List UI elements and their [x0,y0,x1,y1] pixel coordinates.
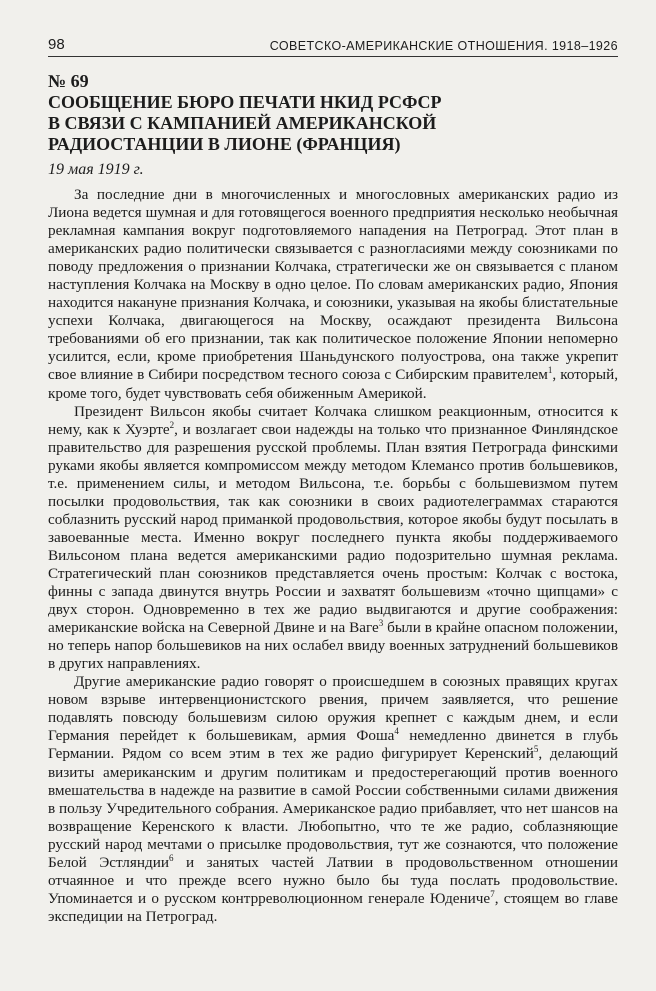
footnote-marker: 5 [533,744,539,755]
body-paragraph [48,673,618,926]
footnote-marker: 3 [378,618,384,629]
document-title [48,92,618,155]
title-line: РАДИОСТАНЦИИ В ЛИОНЕ (ФРАНЦИЯ) [48,134,401,154]
body-paragraph [48,403,618,674]
title-line: СООБЩЕНИЕ БЮРО ПЕЧАТИ НКИД РСФСР [48,92,442,112]
body-paragraph [48,186,618,403]
paragraph-text: Другие американские радио говорят о происшедшем в союзных правящих кругах новом взрыве интервенционистского рвения, причем заявляется, что решение подавлять повсюду большевизм силою оружия крепнет с каждым днем, и если Германия перейдет к большевикам, армия Фоша [48,673,618,745]
document-content [48,70,618,926]
page-number: 98 [48,36,65,53]
footnote-marker: 7 [490,888,495,899]
paragraph-text: , и возлагает свои надежды на только что признанное Финляндское правительство для разрешения русской проблемы. План взятия Петрограда финскими руками якобы является компромиссом между методом Клемансо против большевиков, т.е. применением силы, и методом Вильсона, т.е. борьбы с большевизмом путем посылки продовольствия, так как союзники в своих радиотелеграммах стараются соблазнить русский народ приманкой продовольствия, которое якобы будут посылать в завоеванные места. Именно вокруг последнего пункта якобы поддерживаемого Вильсоном плана ведется американскими радио подозрительно шумная реклама. Стратегический план союзников представляется очень простым: Колчак с востока, финны с запада двинутся внутрь России и захватят большевизм «точно щипцами» с двух сторон. Одновременно в тех же радио выдвигаются и другие соображения: американские войска на Северной Двине и на Ваге [48,420,618,637]
document-number: № 69 [48,71,89,91]
title-line: В СВЯЗИ С КАМПАНИЕЙ АМЕРИКАНСКОЙ [48,113,437,133]
running-title: СОВЕТСКО-АМЕРИКАНСКИЕ ОТНОШЕНИЯ. 1918–1926 [269,39,618,53]
footnote-marker: 2 [169,419,175,430]
paragraph-text: , который, кроме того, будет чувствовать себя обиженным Америкой. [48,366,618,402]
paragraph-text: , делающий визиты американским и другим политикам и предостерегающий против военного вмешательства в надежде на развитие в самой России собственными силами движения в пользу Учредительного собрания. Американское радио прибавляет, что нет шансов на возвращение Керенского к власти. Любопытно, что те же радио, соблазняющие русский народ мечтами о присылке продовольствия, тут же сознаются, что положение Белой Эстляндии [48,745,619,871]
paragraph-text: и занятых частей Латвии в продовольственном отношении отчаянное и что прежде всего нужно было бы туда послать продовольствие. Упоминается и о русском контрреволюционном генерале Юдениче [48,853,618,907]
paragraph-text: Президент Вильсон якобы считает Колчака слишком реакционным, относится к нему, как к Хуэрте [48,402,618,438]
footnote-marker: 4 [394,726,399,737]
paragraph-text: За последние дни в многочисленных и многословных американских радио из Лиона ведется шумная и для готовящегося военного предприятия несколько необычная рекламная кампания вокруг подготовляемого нападения на Петроград. Этот план в американских радио политически связывается с разногласиями между союзниками по поводу предложения о признании Колчака, стратегически же он связывается с планом наступления Колчака на Москву в одно целое. По словам американских радио, Япония находится накануне признания Колчака, и союзники, указывая на якобы блистательные успехи Колчака, двигающегося на Москву, осаждают президента Вильсона требованиями об его признании, так как политическое положение Японии непомерно усилится, если, кроме приобретения Шаньдунского полуострова, она также укрепит свое влияние в Сибири посредством тесного союза с Сибирским правителем [48,186,618,384]
paragraph-text: были в крайне опасном положении, но теперь напор большевиков на них ослабел ввиду военных затруднений большевиков в других направлениях. [48,619,619,673]
paragraph-text: немедленно двинется в глубь Германии. Рядом со всем этим в тех же радио фигурирует Керенский [48,727,618,763]
document-body [48,186,618,926]
document-date: 19 мая 1919 г. [48,161,144,178]
running-header [48,34,618,57]
footnote-marker: 6 [168,852,174,863]
paragraph-text: , стоящем во главе экспедиции на Петроград. [48,889,618,925]
footnote-marker: 1 [547,365,553,376]
